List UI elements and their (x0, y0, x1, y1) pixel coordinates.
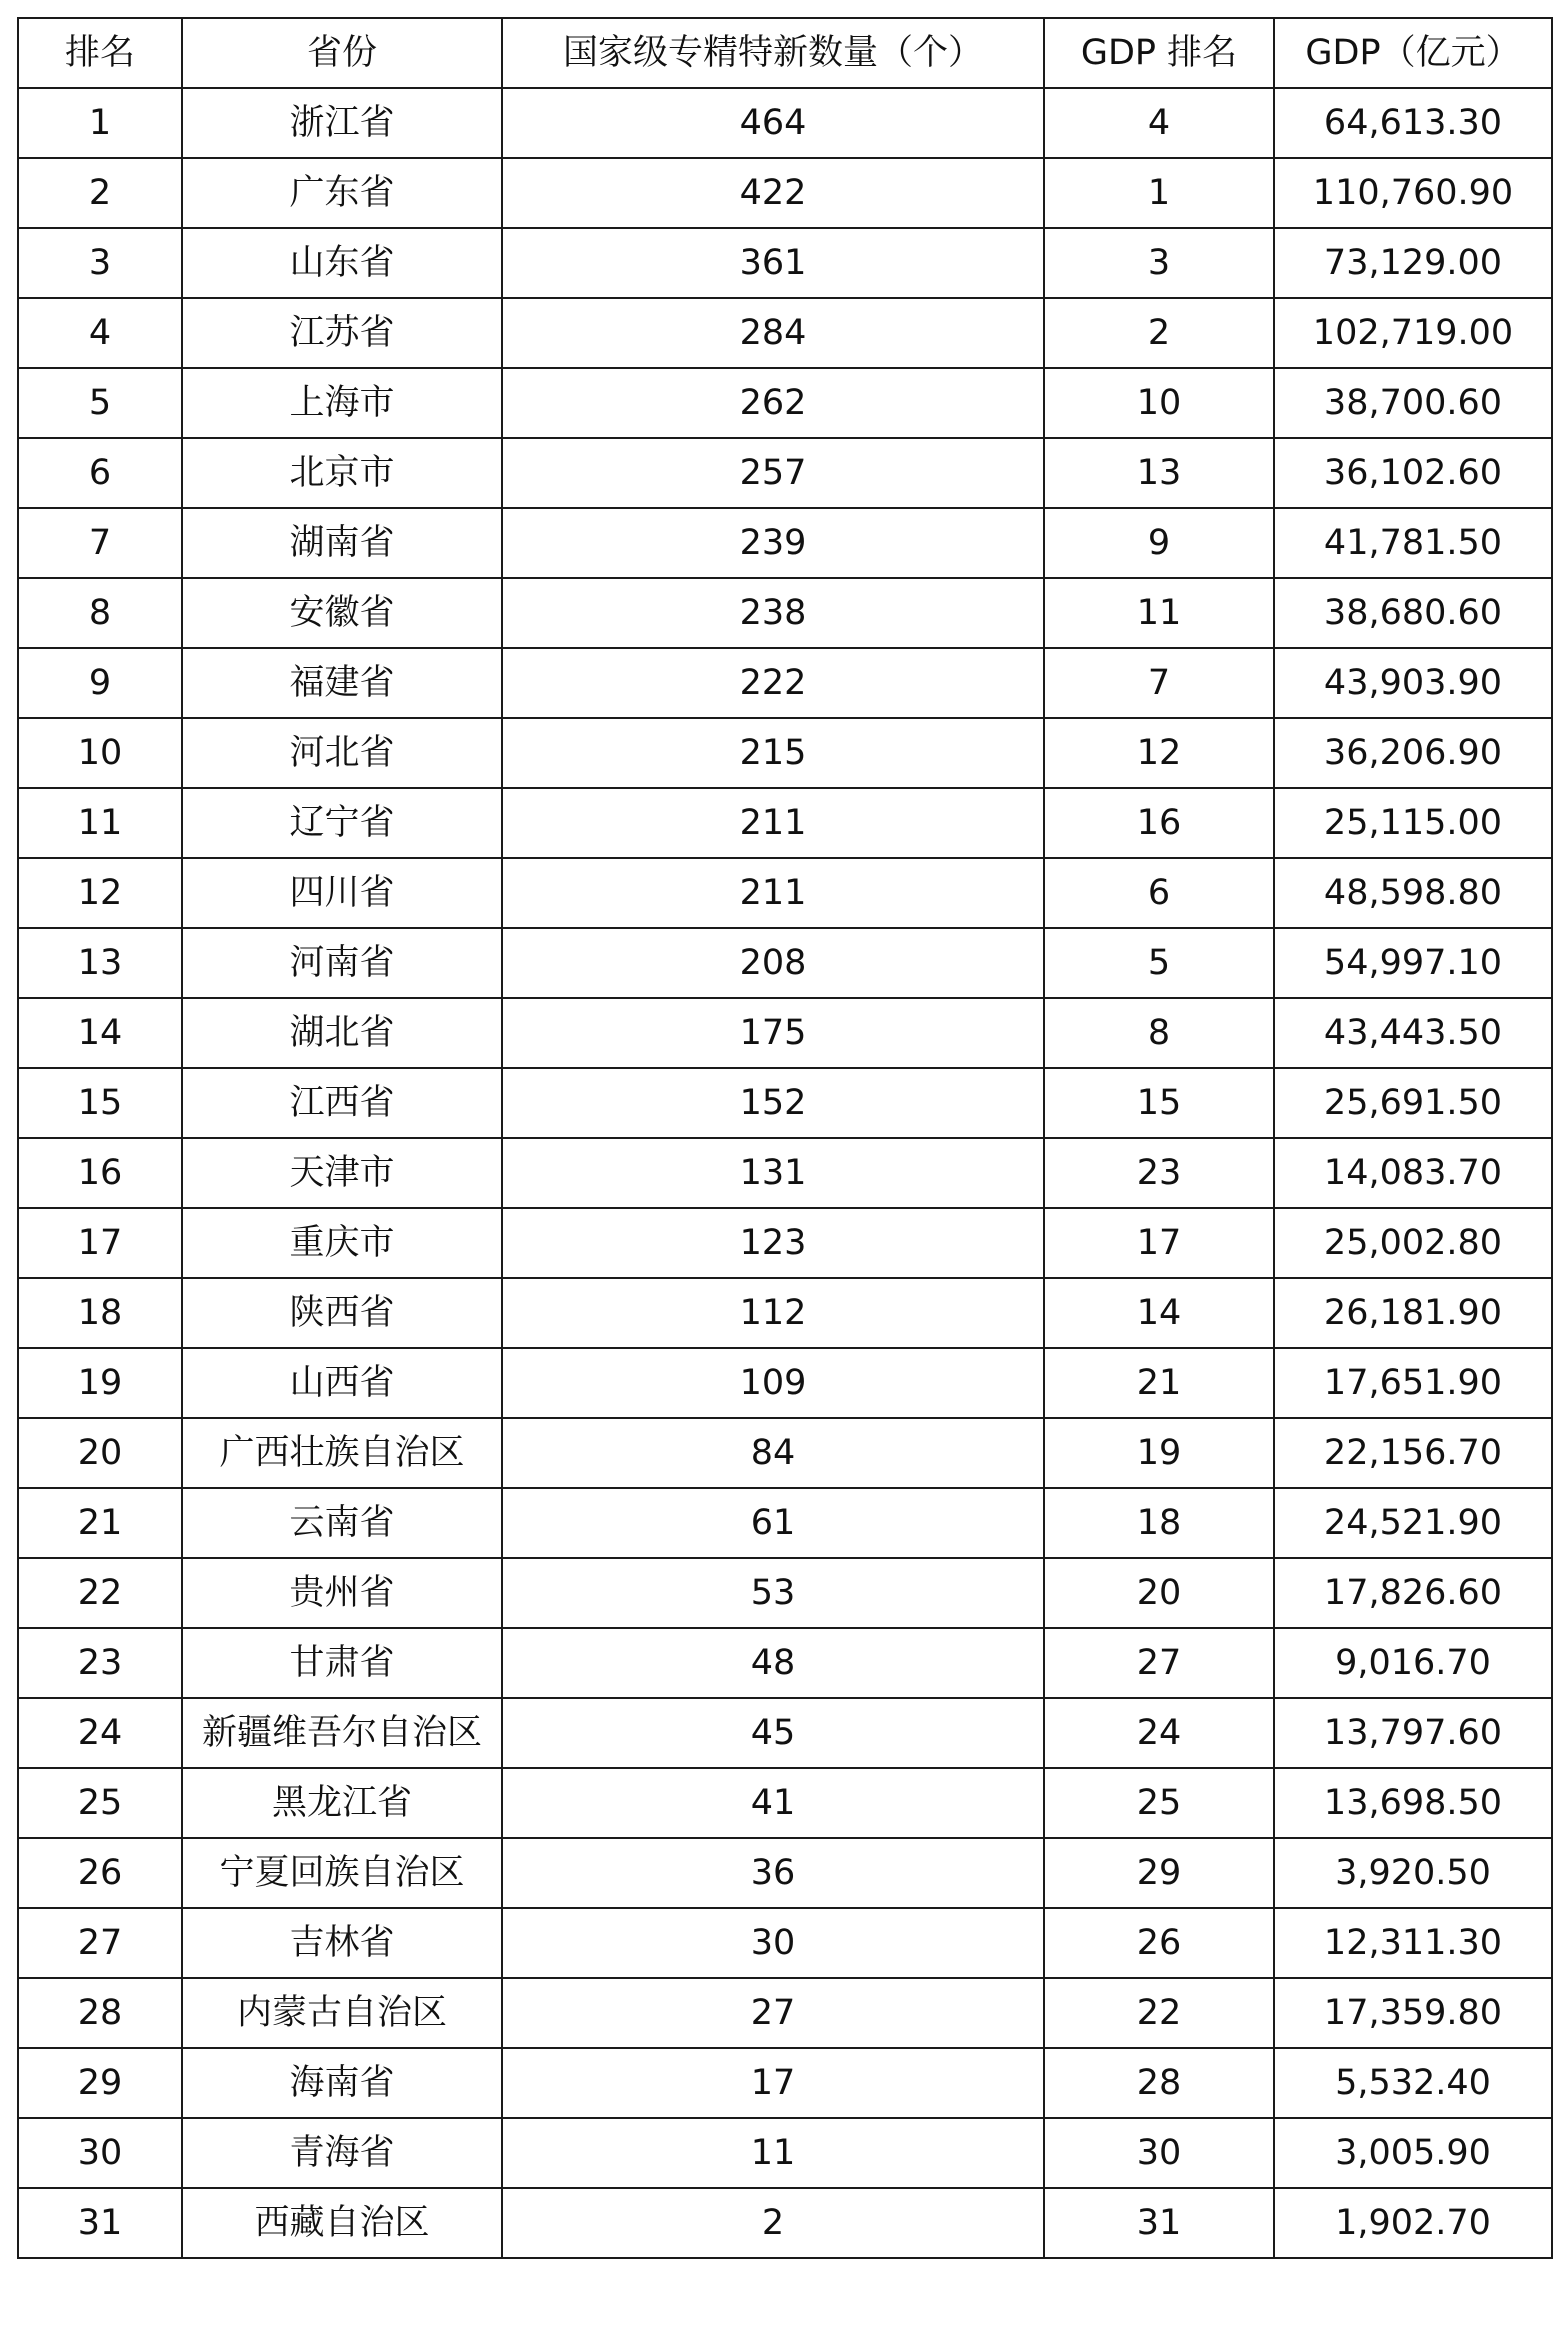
cell-count: 53 (502, 1558, 1044, 1628)
cell-gdp: 41,781.50 (1274, 508, 1552, 578)
cell-province: 西藏自治区 (182, 2188, 502, 2258)
cell-rank: 14 (18, 998, 182, 1068)
cell-province: 上海市 (182, 368, 502, 438)
table-row (18, 1488, 1552, 1558)
cell-count: 17 (502, 2048, 1044, 2118)
table-row (18, 1348, 1552, 1418)
cell-count: 239 (502, 508, 1044, 578)
cell-rank: 8 (18, 578, 182, 648)
cell-count: 284 (502, 298, 1044, 368)
cell-rank: 6 (18, 438, 182, 508)
cell-count: 464 (502, 88, 1044, 158)
cell-gdp-rank: 29 (1044, 1838, 1274, 1908)
table-row (18, 998, 1552, 1068)
cell-gdp-rank: 9 (1044, 508, 1274, 578)
cell-count: 257 (502, 438, 1044, 508)
cell-province: 江西省 (182, 1068, 502, 1138)
cell-gdp: 102,719.00 (1274, 298, 1552, 368)
table-row (18, 718, 1552, 788)
cell-gdp-rank: 12 (1044, 718, 1274, 788)
cell-gdp-rank: 5 (1044, 928, 1274, 998)
cell-count: 211 (502, 858, 1044, 928)
cell-count: 422 (502, 158, 1044, 228)
cell-province: 吉林省 (182, 1908, 502, 1978)
cell-count: 36 (502, 1838, 1044, 1908)
cell-rank: 17 (18, 1208, 182, 1278)
table-row (18, 1068, 1552, 1138)
cell-gdp: 17,651.90 (1274, 1348, 1552, 1418)
cell-province: 北京市 (182, 438, 502, 508)
cell-gdp-rank: 31 (1044, 2188, 1274, 2258)
cell-count: 2 (502, 2188, 1044, 2258)
table-row (18, 1768, 1552, 1838)
cell-gdp-rank: 16 (1044, 788, 1274, 858)
cell-rank: 1 (18, 88, 182, 158)
cell-gdp-rank: 28 (1044, 2048, 1274, 2118)
cell-gdp-rank: 2 (1044, 298, 1274, 368)
cell-province: 河北省 (182, 718, 502, 788)
cell-gdp: 38,700.60 (1274, 368, 1552, 438)
province-ranking-table (17, 17, 1553, 2259)
cell-gdp: 25,002.80 (1274, 1208, 1552, 1278)
cell-gdp-rank: 7 (1044, 648, 1274, 718)
cell-gdp-rank: 23 (1044, 1138, 1274, 1208)
cell-gdp-rank: 4 (1044, 88, 1274, 158)
table-row (18, 858, 1552, 928)
cell-province: 内蒙古自治区 (182, 1978, 502, 2048)
cell-province: 甘肃省 (182, 1628, 502, 1698)
table-row (18, 1628, 1552, 1698)
table-row (18, 368, 1552, 438)
cell-rank: 5 (18, 368, 182, 438)
province-ranking-table-container (17, 17, 1551, 2319)
cell-gdp: 17,826.60 (1274, 1558, 1552, 1628)
cell-gdp: 13,797.60 (1274, 1698, 1552, 1768)
cell-gdp-rank: 22 (1044, 1978, 1274, 2048)
table-row (18, 788, 1552, 858)
table-row (18, 648, 1552, 718)
cell-gdp-rank: 6 (1044, 858, 1274, 928)
cell-rank: 23 (18, 1628, 182, 1698)
cell-count: 45 (502, 1698, 1044, 1768)
cell-province: 山东省 (182, 228, 502, 298)
table-row (18, 1138, 1552, 1208)
cell-province: 天津市 (182, 1138, 502, 1208)
cell-rank: 28 (18, 1978, 182, 2048)
table-row (18, 1418, 1552, 1488)
table-row (18, 2118, 1552, 2188)
cell-count: 238 (502, 578, 1044, 648)
cell-gdp: 13,698.50 (1274, 1768, 1552, 1838)
cell-count: 175 (502, 998, 1044, 1068)
cell-rank: 18 (18, 1278, 182, 1348)
table-row (18, 2188, 1552, 2258)
cell-gdp-rank: 10 (1044, 368, 1274, 438)
cell-gdp-rank: 3 (1044, 228, 1274, 298)
cell-gdp-rank: 13 (1044, 438, 1274, 508)
cell-gdp-rank: 20 (1044, 1558, 1274, 1628)
cell-rank: 16 (18, 1138, 182, 1208)
table-header (18, 18, 1552, 88)
cell-gdp: 38,680.60 (1274, 578, 1552, 648)
cell-rank: 3 (18, 228, 182, 298)
cell-rank: 2 (18, 158, 182, 228)
cell-gdp: 12,311.30 (1274, 1908, 1552, 1978)
cell-gdp-rank: 11 (1044, 578, 1274, 648)
cell-gdp-rank: 30 (1044, 2118, 1274, 2188)
table-row (18, 228, 1552, 298)
cell-gdp-rank: 19 (1044, 1418, 1274, 1488)
cell-rank: 11 (18, 788, 182, 858)
cell-gdp-rank: 18 (1044, 1488, 1274, 1558)
cell-province: 辽宁省 (182, 788, 502, 858)
table-row (18, 928, 1552, 998)
table-row (18, 2048, 1552, 2118)
cell-count: 48 (502, 1628, 1044, 1698)
cell-province: 黑龙江省 (182, 1768, 502, 1838)
cell-province: 河南省 (182, 928, 502, 998)
cell-gdp: 1,902.70 (1274, 2188, 1552, 2258)
cell-count: 11 (502, 2118, 1044, 2188)
cell-gdp-rank: 25 (1044, 1768, 1274, 1838)
table-row (18, 1908, 1552, 1978)
cell-province: 江苏省 (182, 298, 502, 368)
cell-gdp: 5,532.40 (1274, 2048, 1552, 2118)
cell-rank: 25 (18, 1768, 182, 1838)
cell-province: 海南省 (182, 2048, 502, 2118)
table-row (18, 508, 1552, 578)
cell-gdp-rank: 27 (1044, 1628, 1274, 1698)
cell-province: 浙江省 (182, 88, 502, 158)
cell-gdp-rank: 24 (1044, 1698, 1274, 1768)
cell-gdp: 14,083.70 (1274, 1138, 1552, 1208)
cell-count: 361 (502, 228, 1044, 298)
cell-province: 福建省 (182, 648, 502, 718)
cell-gdp-rank: 8 (1044, 998, 1274, 1068)
table-row (18, 1698, 1552, 1768)
cell-count: 215 (502, 718, 1044, 788)
cell-rank: 24 (18, 1698, 182, 1768)
cell-province: 广西壮族自治区 (182, 1418, 502, 1488)
cell-gdp: 43,443.50 (1274, 998, 1552, 1068)
cell-gdp: 110,760.90 (1274, 158, 1552, 228)
cell-gdp: 17,359.80 (1274, 1978, 1552, 2048)
cell-rank: 27 (18, 1908, 182, 1978)
cell-count: 109 (502, 1348, 1044, 1418)
cell-province: 山西省 (182, 1348, 502, 1418)
cell-rank: 9 (18, 648, 182, 718)
cell-gdp: 22,156.70 (1274, 1418, 1552, 1488)
table-row (18, 88, 1552, 158)
cell-rank: 10 (18, 718, 182, 788)
cell-gdp: 73,129.00 (1274, 228, 1552, 298)
cell-province: 贵州省 (182, 1558, 502, 1628)
cell-gdp-rank: 26 (1044, 1908, 1274, 1978)
cell-rank: 20 (18, 1418, 182, 1488)
cell-count: 211 (502, 788, 1044, 858)
cell-province: 四川省 (182, 858, 502, 928)
cell-count: 262 (502, 368, 1044, 438)
table-row (18, 438, 1552, 508)
cell-rank: 31 (18, 2188, 182, 2258)
cell-gdp-rank: 14 (1044, 1278, 1274, 1348)
cell-count: 222 (502, 648, 1044, 718)
cell-gdp: 26,181.90 (1274, 1278, 1552, 1348)
cell-rank: 12 (18, 858, 182, 928)
cell-province: 湖北省 (182, 998, 502, 1068)
header-gdp-rank: GDP 排名 (1044, 18, 1274, 88)
header-row (18, 18, 1552, 88)
cell-gdp: 64,613.30 (1274, 88, 1552, 158)
cell-rank: 29 (18, 2048, 182, 2118)
cell-rank: 13 (18, 928, 182, 998)
cell-gdp-rank: 15 (1044, 1068, 1274, 1138)
cell-count: 208 (502, 928, 1044, 998)
table-row (18, 1978, 1552, 2048)
cell-count: 131 (502, 1138, 1044, 1208)
table-row (18, 1278, 1552, 1348)
table-row (18, 578, 1552, 648)
cell-province: 湖南省 (182, 508, 502, 578)
cell-gdp: 36,206.90 (1274, 718, 1552, 788)
cell-province: 宁夏回族自治区 (182, 1838, 502, 1908)
cell-gdp-rank: 17 (1044, 1208, 1274, 1278)
cell-gdp: 3,005.90 (1274, 2118, 1552, 2188)
cell-count: 123 (502, 1208, 1044, 1278)
header-province: 省份 (182, 18, 502, 88)
cell-province: 新疆维吾尔自治区 (182, 1698, 502, 1768)
table-row (18, 158, 1552, 228)
header-rank: 排名 (18, 18, 182, 88)
cell-gdp-rank: 21 (1044, 1348, 1274, 1418)
cell-count: 112 (502, 1278, 1044, 1348)
cell-rank: 22 (18, 1558, 182, 1628)
cell-gdp: 3,920.50 (1274, 1838, 1552, 1908)
header-count: 国家级专精特新数量（个） (502, 18, 1044, 88)
cell-rank: 21 (18, 1488, 182, 1558)
cell-gdp-rank: 1 (1044, 158, 1274, 228)
cell-gdp: 48,598.80 (1274, 858, 1552, 928)
cell-rank: 26 (18, 1838, 182, 1908)
cell-rank: 30 (18, 2118, 182, 2188)
cell-rank: 4 (18, 298, 182, 368)
cell-count: 41 (502, 1768, 1044, 1838)
table-row (18, 298, 1552, 368)
cell-province: 青海省 (182, 2118, 502, 2188)
header-gdp: GDP（亿元） (1274, 18, 1552, 88)
table-row (18, 1208, 1552, 1278)
cell-province: 重庆市 (182, 1208, 502, 1278)
table-row (18, 1838, 1552, 1908)
cell-gdp: 36,102.60 (1274, 438, 1552, 508)
table-row (18, 1558, 1552, 1628)
cell-gdp: 9,016.70 (1274, 1628, 1552, 1698)
cell-count: 27 (502, 1978, 1044, 2048)
cell-province: 陕西省 (182, 1278, 502, 1348)
cell-province: 广东省 (182, 158, 502, 228)
cell-rank: 7 (18, 508, 182, 578)
cell-gdp: 25,115.00 (1274, 788, 1552, 858)
cell-count: 30 (502, 1908, 1044, 1978)
cell-province: 云南省 (182, 1488, 502, 1558)
cell-gdp: 24,521.90 (1274, 1488, 1552, 1558)
cell-count: 152 (502, 1068, 1044, 1138)
cell-gdp: 25,691.50 (1274, 1068, 1552, 1138)
table-body (18, 88, 1552, 2258)
cell-count: 84 (502, 1418, 1044, 1488)
cell-province: 安徽省 (182, 578, 502, 648)
cell-count: 61 (502, 1488, 1044, 1558)
cell-gdp: 54,997.10 (1274, 928, 1552, 998)
cell-rank: 15 (18, 1068, 182, 1138)
cell-rank: 19 (18, 1348, 182, 1418)
cell-gdp: 43,903.90 (1274, 648, 1552, 718)
